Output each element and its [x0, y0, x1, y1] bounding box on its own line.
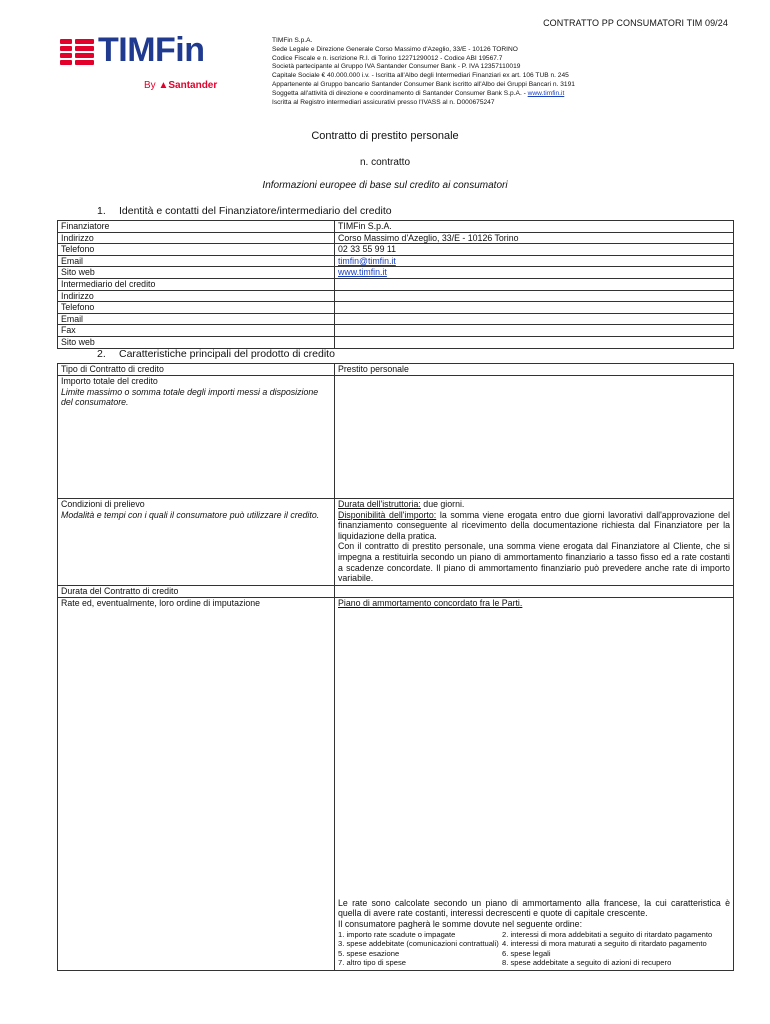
table-row: [58, 278, 734, 290]
importo-value: [335, 376, 734, 499]
company-info: [272, 37, 652, 107]
ordine-item: 6. spese legali: [502, 948, 551, 958]
table-row: [58, 598, 734, 971]
contract-title: Contratto di prestito personale: [311, 130, 459, 142]
ordine-item: 4. interessi di mora maturati a seguito di ritardato pagamento: [502, 939, 707, 949]
prelievo-value: [335, 499, 734, 586]
section-1-heading: [97, 205, 392, 217]
rate-value: [335, 598, 734, 971]
logo-mark-icon: [60, 39, 94, 65]
table-row: [58, 290, 734, 302]
company-line: Sede Legale e Direzione Generale Corso Massimo d'Azeglio, 33/E - 10126 TORINO: [272, 45, 518, 53]
logo-byline: [144, 80, 217, 91]
company-line: Codice Fiscale e n. iscrizione R.I. di Torino 12271290012 - Codice ABI 19567.7: [272, 54, 503, 62]
piano-text: Piano di ammortamento concordato fra le Parti.: [338, 598, 523, 608]
durata-label: Durata del Contratto di credito: [58, 586, 335, 598]
row-label: Finanziatore: [58, 221, 335, 233]
company-line-direzione: [272, 90, 652, 99]
row-label: Indirizzo: [58, 290, 335, 302]
table-row: [58, 325, 734, 337]
rate-details: [338, 898, 730, 968]
info-subtitle: Informazioni europee di base sul credito ai consumatori: [262, 180, 508, 191]
email-link[interactable]: timfin@timfin.it: [338, 255, 396, 266]
row-value: Corso Massimo d'Azeglio, 33/E - 10126 Torino: [335, 232, 734, 244]
table-row: [58, 302, 734, 314]
document-code: CONTRATTO PP CONSUMATORI TIM 09/24: [543, 18, 728, 28]
row-value: [335, 313, 734, 325]
row-value: [335, 278, 734, 290]
table-row: [58, 499, 734, 586]
durata-istruttoria-value: due giorni.: [423, 499, 465, 509]
table-row: [58, 336, 734, 348]
row-label: Telefono: [58, 244, 335, 256]
rate-text: Le rate sono calcolate secondo un piano di ammortamento alla francese, la cui caratteristica è quella di avere rate costanti, interessi decrescenti e quote di capitale crescente.: [338, 897, 730, 919]
prelievo-description: Modalità e tempi con i quali il consumatore può utilizzare il credito.: [61, 509, 320, 520]
row-value: [335, 290, 734, 302]
company-line: TIMFin S.p.A.: [272, 37, 313, 44]
ordine-item: 5. spese esazione: [338, 948, 400, 958]
row-label: Telefono: [58, 302, 335, 314]
row-value: 02 33 55 99 11: [335, 244, 734, 256]
direzione-text: Soggetta all'attività di direzione e coordinamento di Santander Consumer Bank S.p.A. -: [272, 89, 526, 97]
ordine-item: 1. importo rate scadute o impagate: [338, 929, 456, 939]
logo-text: TIMFin: [98, 31, 205, 69]
company-website-link[interactable]: www.timfin.it: [527, 89, 565, 97]
logo-brand: Santander: [168, 80, 218, 91]
table-row: [58, 232, 734, 244]
table-row: [58, 586, 734, 598]
ordine-item: 2. interessi di mora addebitati a seguito di ritardato pagamento: [502, 929, 713, 939]
importo-cell: [58, 376, 335, 499]
section-title: Caratteristiche principali del prodotto di credito: [119, 348, 335, 360]
table-row: [58, 313, 734, 325]
row-label: Intermediario del credito: [58, 278, 335, 290]
durata-istruttoria-label: Durata dell'istruttoria:: [338, 499, 421, 509]
disponibilita-value: la somma viene erogata entro due giorni lavorativi dall'approvazione del finanziamento conseguente al ricevimento della documentazione richiesta dal Finanziatore per la liquidazione della pratica.: [338, 509, 730, 541]
contratto-text: Con il contratto di prestito personale, una somma viene erogata dal Finanziatore al Cliente, che si impegna a restituirla secondo un piano di ammortamento finanziario a tasso fisso ed a rate costanti a scadenze concordate. Il piano di ammortamento finanziario può prevedere anche rate di importo variabile.: [338, 541, 730, 584]
row-label: Indirizzo: [58, 232, 335, 244]
row-value: [335, 267, 734, 279]
row-value: [335, 255, 734, 267]
timfin-logo: [60, 31, 230, 96]
row-label: Email: [58, 255, 335, 267]
table-row: [58, 244, 734, 256]
section-number: 2.: [97, 348, 106, 360]
company-line: Società partecipante al Gruppo IVA Santander Consumer Bank - P. IVA 12357110019: [272, 63, 521, 71]
ordine-item: 8. spese addebitate a seguito di azioni di recupero: [502, 958, 672, 968]
santander-flame-icon: ▲: [158, 80, 169, 91]
prelievo-cell: [58, 499, 335, 586]
logo-by: By: [144, 80, 156, 91]
row-value: [335, 302, 734, 314]
section-2-heading: [97, 348, 335, 360]
importo-description: Limite massimo o somma totale degli importi messi a disposizione del consumatore.: [61, 386, 319, 408]
tipo-label: Tipo di Contratto di credito: [58, 364, 335, 376]
section-title: Identità e contatti del Finanziatore/intermediario del credito: [119, 205, 392, 217]
row-label: Fax: [58, 325, 335, 337]
company-line: Iscritta al Registro intermediari assicurativi presso l'IVASS al n. D000675247: [272, 98, 495, 106]
durata-istruttoria: [338, 499, 730, 510]
table-row: [58, 364, 734, 376]
importo-label: Importo totale del credito: [61, 376, 158, 386]
contract-number-label: n. contratto: [359, 157, 411, 168]
table-row: [58, 221, 734, 233]
table-row: [58, 255, 734, 267]
durata-value: [335, 586, 734, 598]
disponibilita-label: Disponibilità dell'importo:: [338, 509, 437, 520]
row-value: TIMFin S.p.A.: [335, 221, 734, 233]
characteristics-table: [57, 363, 734, 971]
table-row: [58, 376, 734, 499]
company-line: Appartenente al Gruppo bancario Santander Consumer Bank iscritto all'Albo dei Gruppi Bancari n. 3191: [272, 80, 575, 88]
prelievo-label: Condizioni di prelievo: [61, 499, 145, 509]
ordine-item: 7. altro tipo di spese: [338, 958, 406, 968]
section-number: 1.: [97, 205, 106, 217]
company-line: Capitale Sociale € 40.000.000 i.v. - Iscritta all'Albo degli Intermediari Finanziari ex art. 106 TUB n. 245: [272, 72, 569, 80]
table-row: [58, 267, 734, 279]
row-value: [335, 325, 734, 337]
disponibilita: [338, 510, 730, 542]
ordine-intro: Il consumatore pagherà le somme dovute nel seguente ordine:: [338, 919, 583, 930]
rate-label: Rate ed, eventualmente, loro ordine di imputazione: [58, 598, 335, 971]
row-label: Sito web: [58, 336, 335, 348]
tipo-value: Prestito personale: [335, 364, 734, 376]
row-label: Sito web: [58, 267, 335, 279]
identity-table: [57, 220, 734, 349]
row-value: [335, 336, 734, 348]
ordine-list: [338, 930, 730, 968]
row-label: Email: [58, 313, 335, 325]
ordine-item: 3. spese addebitate (comunicazioni contrattuali): [338, 939, 499, 949]
website-link[interactable]: www.timfin.it: [338, 267, 387, 278]
